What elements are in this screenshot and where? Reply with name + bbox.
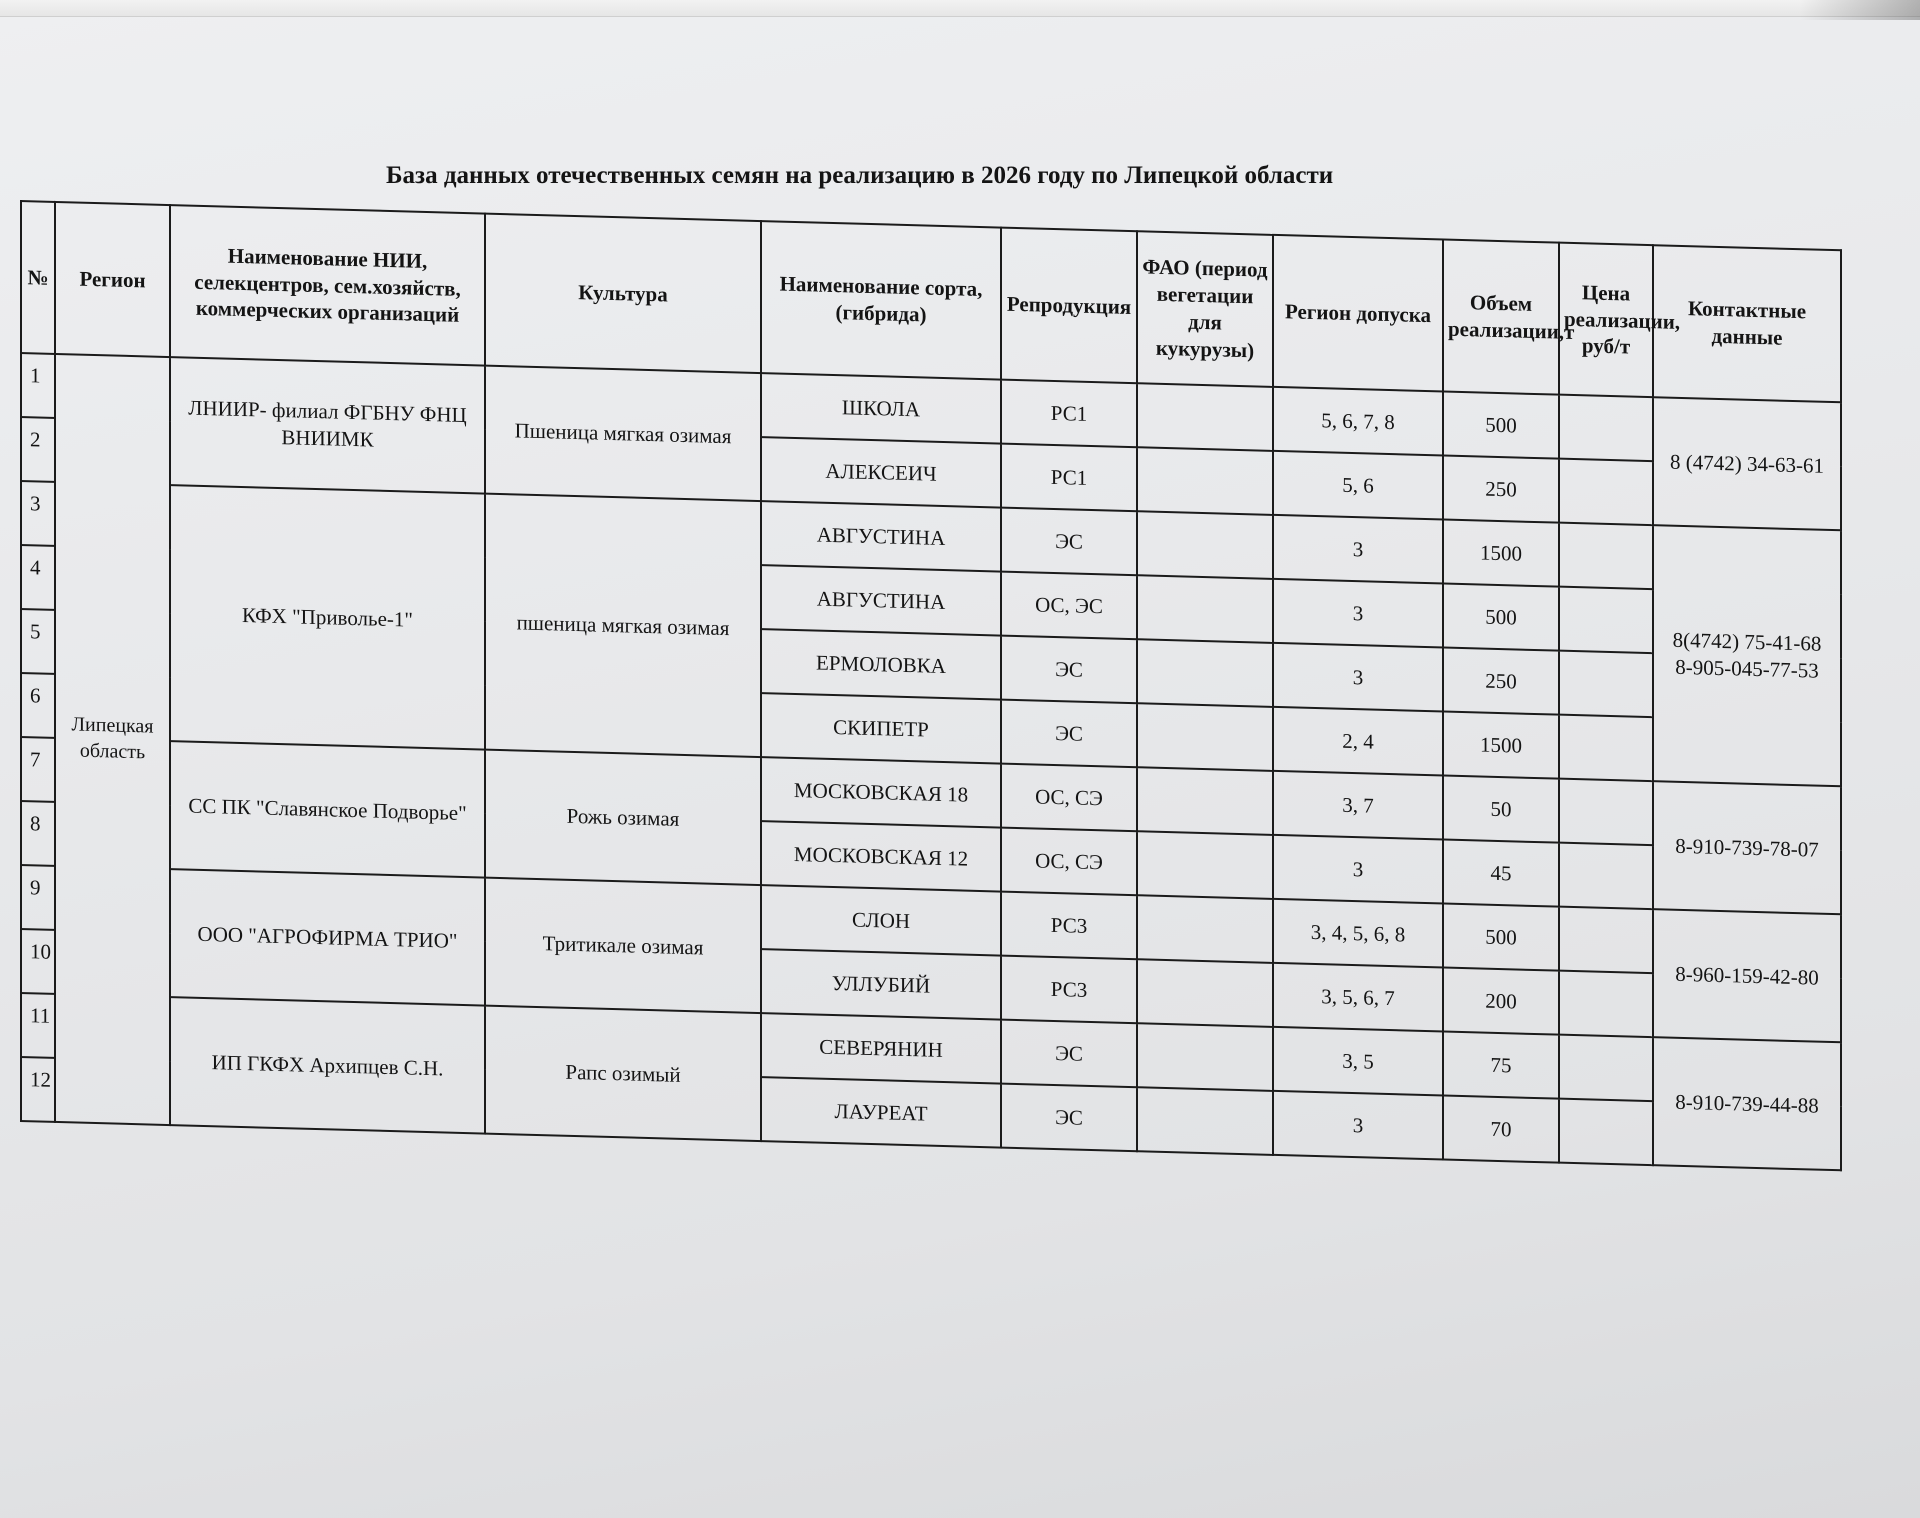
reproduction-cell: ОС, СЭ (1001, 828, 1137, 896)
volume-cell: 500 (1443, 392, 1559, 459)
header-admission-region: Регион допуска (1273, 235, 1443, 392)
contacts-cell: 8-910-739-78-07 (1653, 781, 1841, 914)
row-number: 3 (21, 481, 55, 546)
fao-cell (1137, 831, 1273, 899)
fao-cell (1137, 639, 1273, 707)
header-organization: Наименование НИИ, селекцентров, сем.хозяйств, коммерческих организаций (170, 205, 485, 366)
table-body (21, 353, 1841, 1170)
volume-cell: 200 (1443, 968, 1559, 1035)
price-cell (1559, 395, 1653, 462)
admission-region-cell: 3, 7 (1273, 771, 1443, 840)
contacts-cell: 8-960-159-42-80 (1653, 909, 1841, 1042)
variety-cell: АВГУСТИНА (761, 565, 1001, 635)
variety-cell: ШКОЛА (761, 373, 1001, 443)
volume-cell: 250 (1443, 648, 1559, 715)
row-number: 1 (21, 353, 55, 418)
price-cell (1559, 523, 1653, 590)
header-culture: Культура (485, 214, 761, 373)
culture-cell: Рожь озимая (485, 750, 761, 885)
header-variety: Наименование сорта, (гибрида) (761, 221, 1001, 379)
row-number: 5 (21, 609, 55, 674)
header-region: Регион (55, 202, 170, 357)
row-number: 8 (21, 801, 55, 866)
volume-cell: 1500 (1443, 712, 1559, 779)
header-price: Цена реализации, руб/т (1559, 243, 1653, 398)
organization-cell: ООО "АГРОФИРМА ТРИО" (170, 869, 485, 1006)
row-number: 10 (21, 929, 55, 994)
admission-region-cell: 5, 6, 7, 8 (1273, 387, 1443, 456)
price-cell (1559, 907, 1653, 974)
variety-cell: МОСКОВСКАЯ 12 (761, 821, 1001, 891)
contacts-cell: 8 (4742) 34-63-61 (1653, 397, 1841, 530)
document-title: База данных отечественных семян на реализацию в 2026 году по Липецкой области (386, 162, 1334, 189)
reproduction-cell: РС1 (1001, 444, 1137, 512)
admission-region-cell: 3 (1273, 835, 1443, 904)
admission-region-cell: 3 (1273, 515, 1443, 584)
reproduction-cell: РС1 (1001, 380, 1137, 448)
header-contacts: Контактные данные (1653, 245, 1841, 402)
row-number: 11 (21, 993, 55, 1058)
row-number: 6 (21, 673, 55, 738)
culture-cell: пшеница мягкая озимая (485, 494, 761, 757)
admission-region-cell: 5, 6 (1273, 451, 1443, 520)
volume-cell: 500 (1443, 904, 1559, 971)
contacts-cell: 8-910-739-44-88 (1653, 1037, 1841, 1170)
admission-region-cell: 3, 5 (1273, 1027, 1443, 1096)
admission-region-cell: 2, 4 (1273, 707, 1443, 776)
admission-region-cell: 3 (1273, 1091, 1443, 1160)
fao-cell (1137, 383, 1273, 451)
header-fao: ФАО (период вегетации для кукурузы) (1137, 231, 1273, 387)
volume-cell: 50 (1443, 776, 1559, 843)
reproduction-cell: РС3 (1001, 892, 1137, 960)
fao-cell (1137, 703, 1273, 771)
fao-cell (1137, 895, 1273, 963)
fao-cell (1137, 767, 1273, 835)
header-volume: Объем реализации,т (1443, 240, 1559, 395)
price-cell (1559, 1099, 1653, 1166)
variety-cell: СКИПЕТР (761, 693, 1001, 763)
fao-cell (1137, 447, 1273, 515)
admission-region-cell: 3, 5, 6, 7 (1273, 963, 1443, 1032)
organization-cell: ИП ГКФХ Архипцев С.Н. (170, 997, 485, 1134)
fao-cell (1137, 959, 1273, 1027)
fao-cell (1137, 575, 1273, 643)
variety-cell: МОСКОВСКАЯ 18 (761, 757, 1001, 827)
price-cell (1559, 715, 1653, 782)
reproduction-cell: ЭС (1001, 1084, 1137, 1152)
volume-cell: 45 (1443, 840, 1559, 907)
variety-cell: АВГУСТИНА (761, 501, 1001, 571)
row-number: 4 (21, 545, 55, 610)
volume-cell: 500 (1443, 584, 1559, 651)
price-cell (1559, 459, 1653, 526)
price-cell (1559, 971, 1653, 1038)
organization-cell: ЛНИИР- филиал ФГБНУ ФНЦ ВНИИМК (170, 357, 485, 494)
price-cell (1559, 651, 1653, 718)
organization-cell: КФХ "Приволье-1" (170, 485, 485, 750)
reproduction-cell: ЭС (1001, 636, 1137, 704)
variety-cell: ЛАУРЕАТ (761, 1077, 1001, 1147)
reproduction-cell: ЭС (1001, 508, 1137, 576)
seeds-table (20, 200, 1842, 1171)
background-corner (1800, 0, 1920, 20)
organization-cell: СС ПК "Славянское Подворье" (170, 741, 485, 878)
admission-region-cell: 3 (1273, 579, 1443, 648)
fao-cell (1137, 511, 1273, 579)
admission-region-cell: 3 (1273, 643, 1443, 712)
volume-cell: 250 (1443, 456, 1559, 523)
variety-cell: СЛОН (761, 885, 1001, 955)
culture-cell: Тритикале озимая (485, 878, 761, 1013)
culture-cell: Рапс озимый (485, 1006, 761, 1141)
row-number: 12 (21, 1057, 55, 1122)
volume-cell: 1500 (1443, 520, 1559, 587)
admission-region-cell: 3, 4, 5, 6, 8 (1273, 899, 1443, 968)
volume-cell: 75 (1443, 1032, 1559, 1099)
fao-cell (1137, 1087, 1273, 1155)
header-reproduction: Репродукция (1001, 228, 1137, 384)
row-number: 9 (21, 865, 55, 930)
row-number: 7 (21, 737, 55, 802)
region-cell: Липецкая область (55, 354, 170, 1125)
reproduction-cell: ОС, СЭ (1001, 764, 1137, 832)
price-cell (1559, 587, 1653, 654)
variety-cell: АЛЕКСЕИЧ (761, 437, 1001, 507)
reproduction-cell: ОС, ЭС (1001, 572, 1137, 640)
price-cell (1559, 843, 1653, 910)
reproduction-cell: ЭС (1001, 1020, 1137, 1088)
variety-cell: СЕВЕРЯНИН (761, 1013, 1001, 1083)
fao-cell (1137, 1023, 1273, 1091)
variety-cell: УЛЛУБИЙ (761, 949, 1001, 1019)
header-num: № (21, 201, 55, 354)
reproduction-cell: ЭС (1001, 700, 1137, 768)
paper-top-edge (0, 0, 1920, 17)
culture-cell: Пшеница мягкая озимая (485, 366, 761, 501)
volume-cell: 70 (1443, 1096, 1559, 1163)
reproduction-cell: РС3 (1001, 956, 1137, 1024)
contacts-cell: 8(4742) 75-41-68 8-905-045-77-53 (1653, 525, 1841, 786)
price-cell (1559, 1035, 1653, 1102)
table-container (20, 200, 1842, 1171)
row-number: 2 (21, 417, 55, 482)
price-cell (1559, 779, 1653, 846)
variety-cell: ЕРМОЛОВКА (761, 629, 1001, 699)
